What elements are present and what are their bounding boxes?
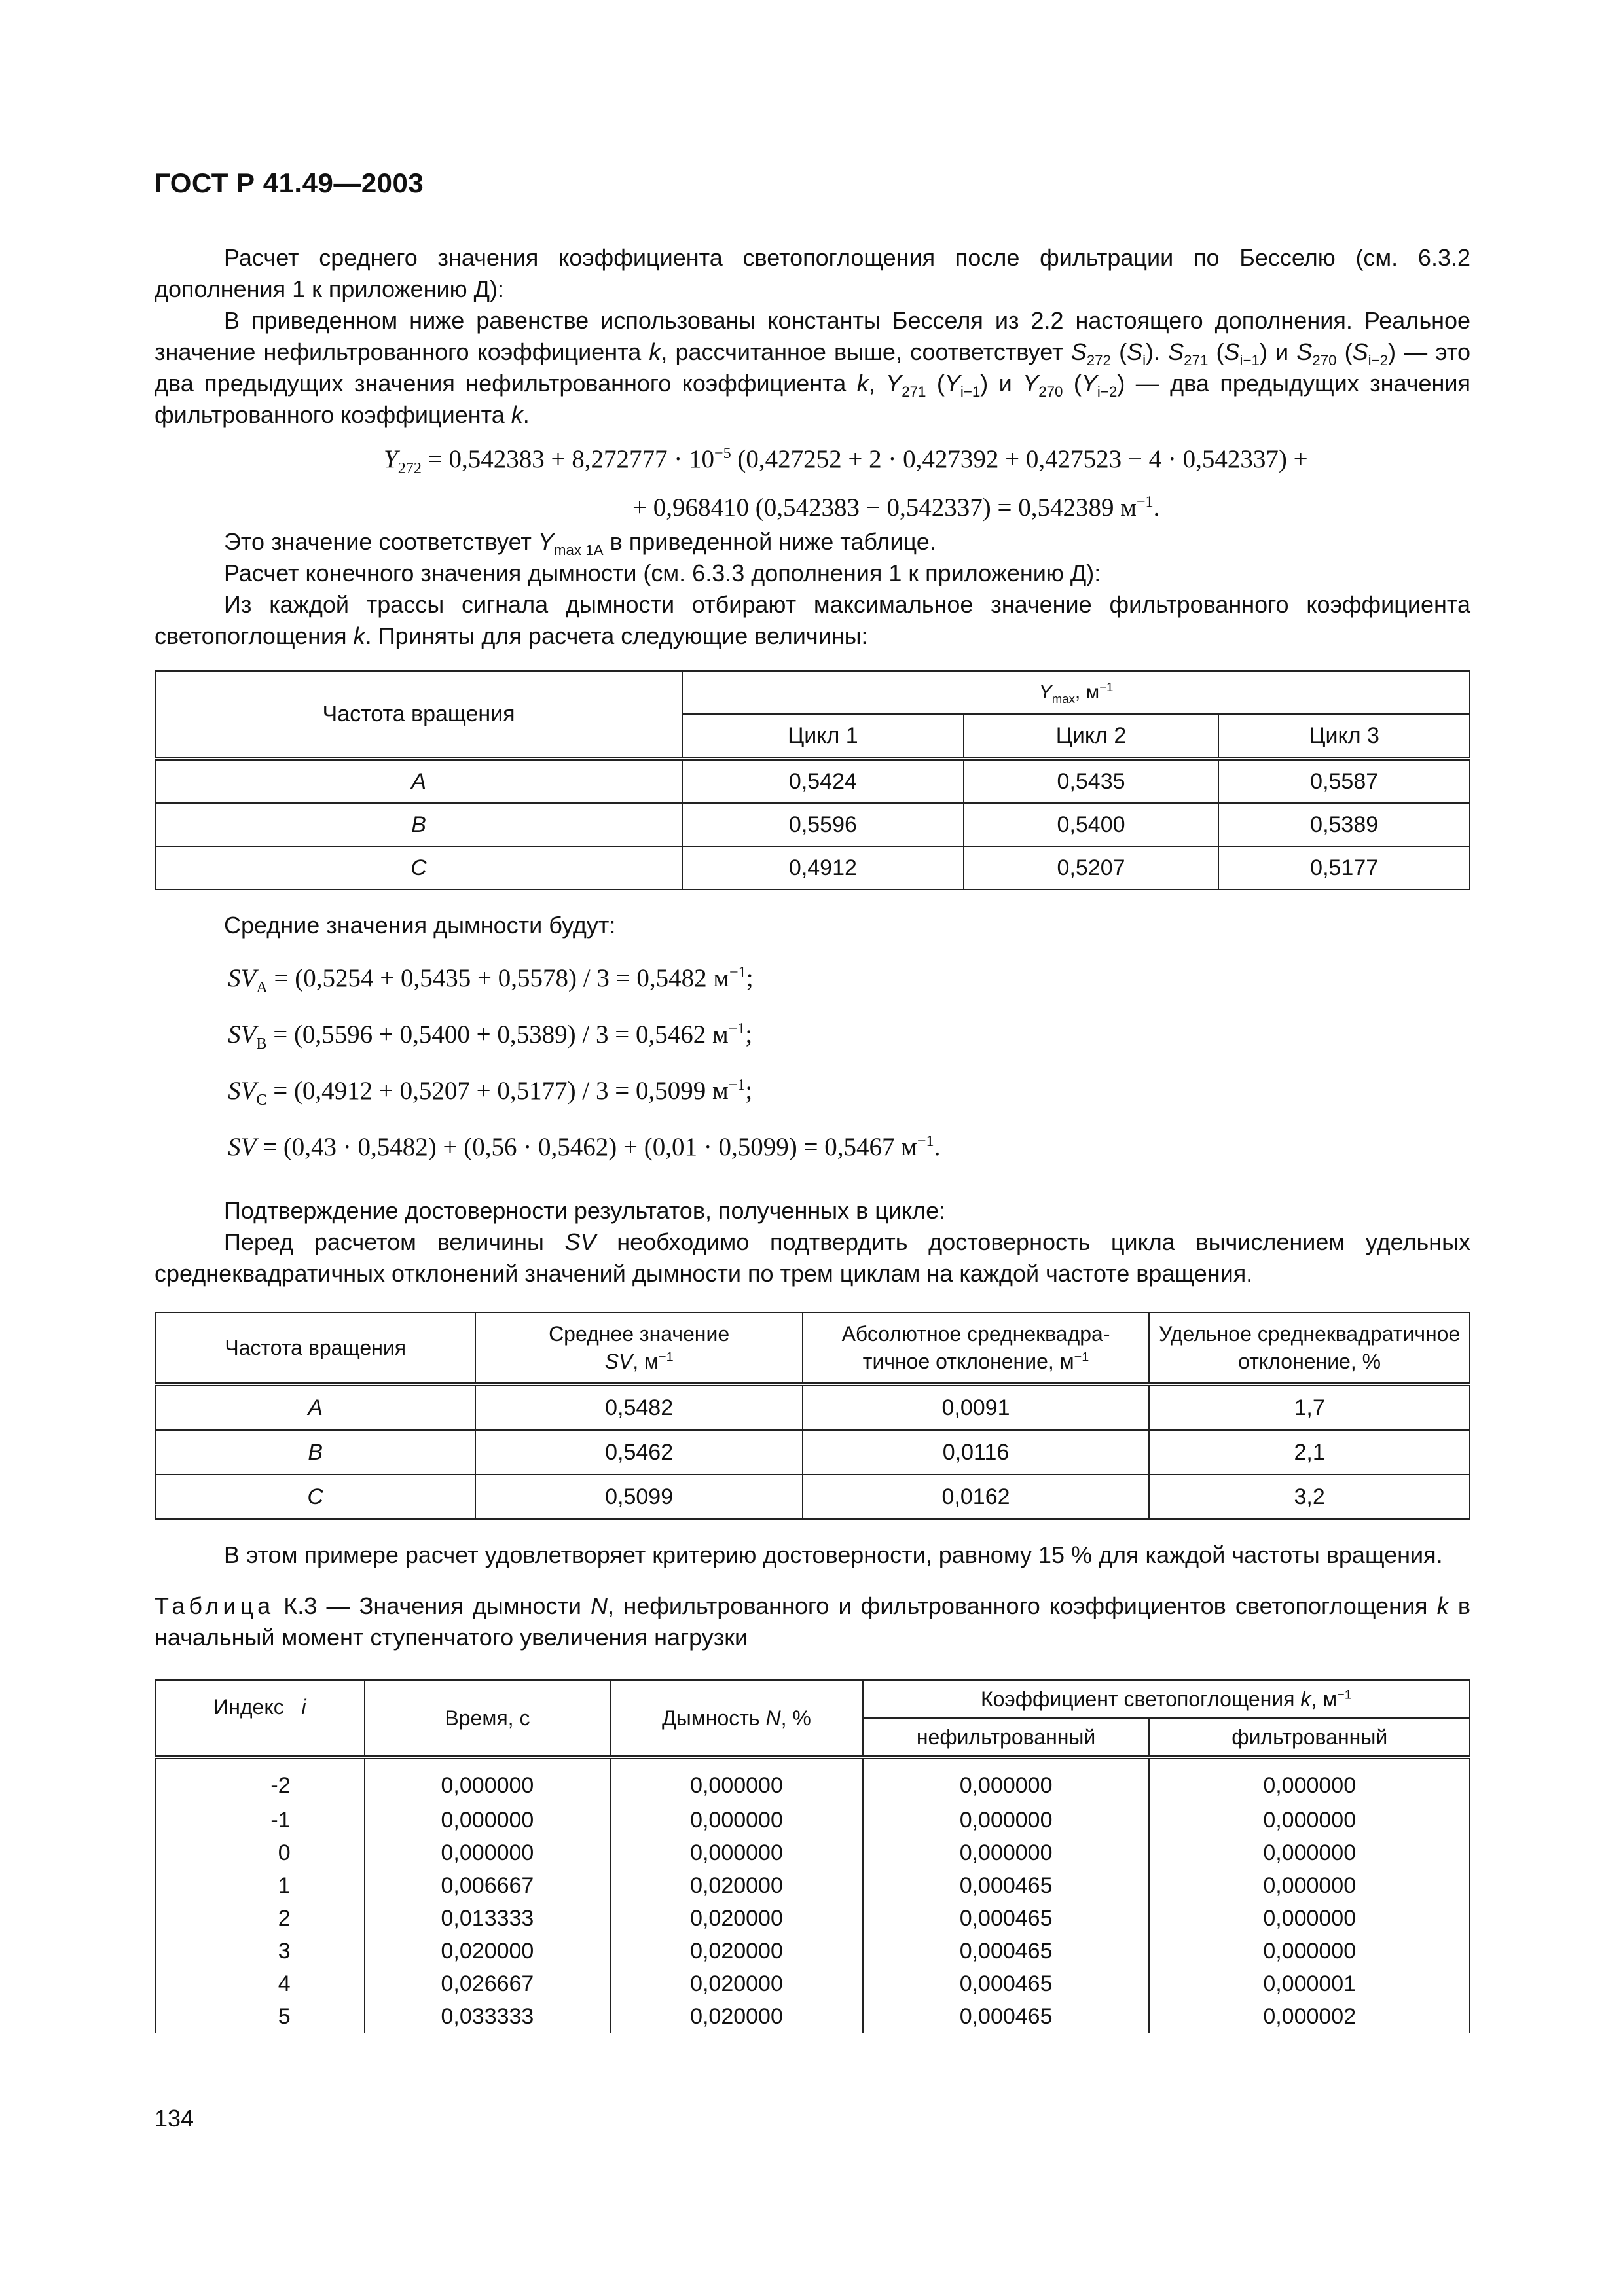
table-row: 4 0,026667 0,020000 0,000465 0,000001	[155, 1967, 1470, 2000]
abs-deviation-column-header: Абсолютное среднеквадра-тичное отклонение, $м^{-1}$	[803, 1312, 1149, 1384]
ymax-reference-paragraph: Это значение соответствует $Y_{max 1A}$ в приведенной ниже таблице.	[224, 528, 936, 559]
ymax-cycles-table	[155, 670, 1470, 890]
table-row: C 0,5099 0,0162 3,2	[155, 1475, 1470, 1519]
document-code-header: ГОСТ Р 41.49—2003	[155, 168, 424, 198]
selection-paragraph: Из каждой трассы сигнала дымности отбирают максимальное значение фильтрованного коэффициента светопоглощения k. Приняты для расчета следующие величины:	[155, 591, 1470, 649]
intro-paragraph-2: В приведенном ниже равенстве использованы константы Бесселя из 2.2 настоящего дополнения. Реальное значение нефильтрованного коэффициента k, рассчитанное выше, соответствует $S_{272}$ $(S_i)$. $S_{271}$ $(S_{i-1})$ и $S_{270}$ $(S_{i-2})$ — это два предыдущих значения нефильтрованного коэффициента k, $Y_{271}$ $(Y_{i-1})$ и $Y_{270}$ $(Y_{i-2})$ — два предыдущих значения фильтрованного коэффициента k.	[155, 307, 1470, 428]
page-content	[155, 242, 1470, 2033]
table-row: 2 0,013333 0,020000 0,000465 0,000000	[155, 1902, 1470, 1935]
table-row: 5 0,033333 0,020000 0,000465 0,000002	[155, 2000, 1470, 2033]
table-row: C 0,4912 0,5207 0,5177	[155, 846, 1470, 889]
smoke-column-header: Дымность N, %	[610, 1680, 863, 1757]
coefficient-column-header: Коэффициент светопоглощения k, $м^{-1}$	[863, 1680, 1470, 1718]
table-row: A 0,5424 0,5435 0,5587	[155, 759, 1470, 803]
table-row: B 0,5596 0,5400 0,5389	[155, 803, 1470, 846]
table-row: -2 0,000000 0,000000 0,000000 0,000000	[155, 1757, 1470, 1804]
table-row: 3 0,020000 0,020000 0,000465 0,000000	[155, 1935, 1470, 1967]
table-row: -1 0,000000 0,000000 0,000000 0,000000	[155, 1804, 1470, 1837]
sv-c-formula: $SV_C = (0,4912 + 0,5207 + 0,5177) / 3 = 0,5099$ $м^{-1}$;	[228, 1076, 753, 1109]
table-row: 0 0,000000 0,000000 0,000000 0,000000	[155, 1837, 1470, 1869]
page-number: 134	[155, 2105, 194, 2132]
table-row: 1 0,006667 0,020000 0,000465 0,000000	[155, 1869, 1470, 1902]
filtered-column-header: фильтрованный	[1149, 1718, 1470, 1757]
intro-paragraph-1: Расчет среднего значения коэффициента светопоглощения после фильтрации по Бесселю (см. 6.3.2 дополнения 1 к приложению Д):	[155, 244, 1470, 302]
rel-deviation-column-header: Удельное среднеквадратичное отклонение, %	[1149, 1312, 1470, 1384]
conclusion-paragraph: В этом примере расчет удовлетворяет критерию достоверности, равному 15 % для каждой частоты вращения.	[224, 1541, 1443, 1568]
table-k3-caption: Таблица К.3 — Значения дымности N, нефильтрованного и фильтрованного коэффициентов светопоглощения k в начальный момент ступенчатого увеличения нагрузки	[155, 1592, 1470, 1651]
cycle-3-header: Цикл 3	[1218, 714, 1470, 759]
bessel-formula-line-1: $Y_{272} = 0,542383 + 8,272777 \cdot 10^{-5}$ (0,427252 + 2 · 0,427392 + 0,427523 − 4 · 0,542337) +	[384, 444, 1308, 477]
table-row: A 0,5482 0,0091 1,7	[155, 1384, 1470, 1430]
cycle-1-header: Цикл 1	[682, 714, 964, 759]
index-column-header: Индекс i	[155, 1680, 365, 1757]
time-column-header: Время, с	[365, 1680, 611, 1757]
sv-b-formula: $SV_B = (0,5596 + 0,5400 + 0,5389) / 3 = 0,5462$ $м^{-1}$;	[228, 1020, 753, 1052]
mean-column-header: Среднее значение SV, $м^{-1}$	[475, 1312, 802, 1384]
final-value-paragraph: Расчет конечного значения дымности (см. 6.3.3 дополнения 1 к приложению Д):	[224, 560, 1101, 586]
cycle-2-header: Цикл 2	[964, 714, 1219, 759]
table-row: B 0,5462 0,0116 2,1	[155, 1430, 1470, 1475]
sv-a-formula: $SV_A = (0,5254 + 0,5435 + 0,5578) / 3 = 0,5482$ $м^{-1}$;	[228, 963, 754, 996]
table-k3	[155, 1679, 1470, 2033]
validation-paragraph-2: Перед расчетом величины SV необходимо подтвердить достоверность цикла вычислением удельных среднеквадратичных отклонений значений дымности по трем циклам на каждой частоте вращения.	[155, 1229, 1470, 1287]
bessel-formula-line-2: + 0,968410 (0,542383 − 0,542337) = 0,542389 $м^{-1}$.	[632, 493, 1160, 522]
sv-total-formula: SV = (0,43 · 0,5482) + (0,56 · 0,5462) + (0,01 · 0,5099) = 0,5467 $м^{-1}$.	[228, 1132, 941, 1161]
deviation-table	[155, 1312, 1470, 1520]
validation-paragraph-1: Подтверждение достоверности результатов, полученных в цикле:	[224, 1197, 946, 1224]
speed-column-header: Частота вращения	[155, 1312, 475, 1384]
speed-column-header: Частота вращения	[155, 671, 682, 759]
averages-intro: Средние значения дымности будут:	[224, 912, 616, 939]
unfiltered-column-header: нефильтрованный	[863, 1718, 1150, 1757]
ymax-column-header: $Y_{max}$, $м^{-1}$	[682, 671, 1470, 714]
